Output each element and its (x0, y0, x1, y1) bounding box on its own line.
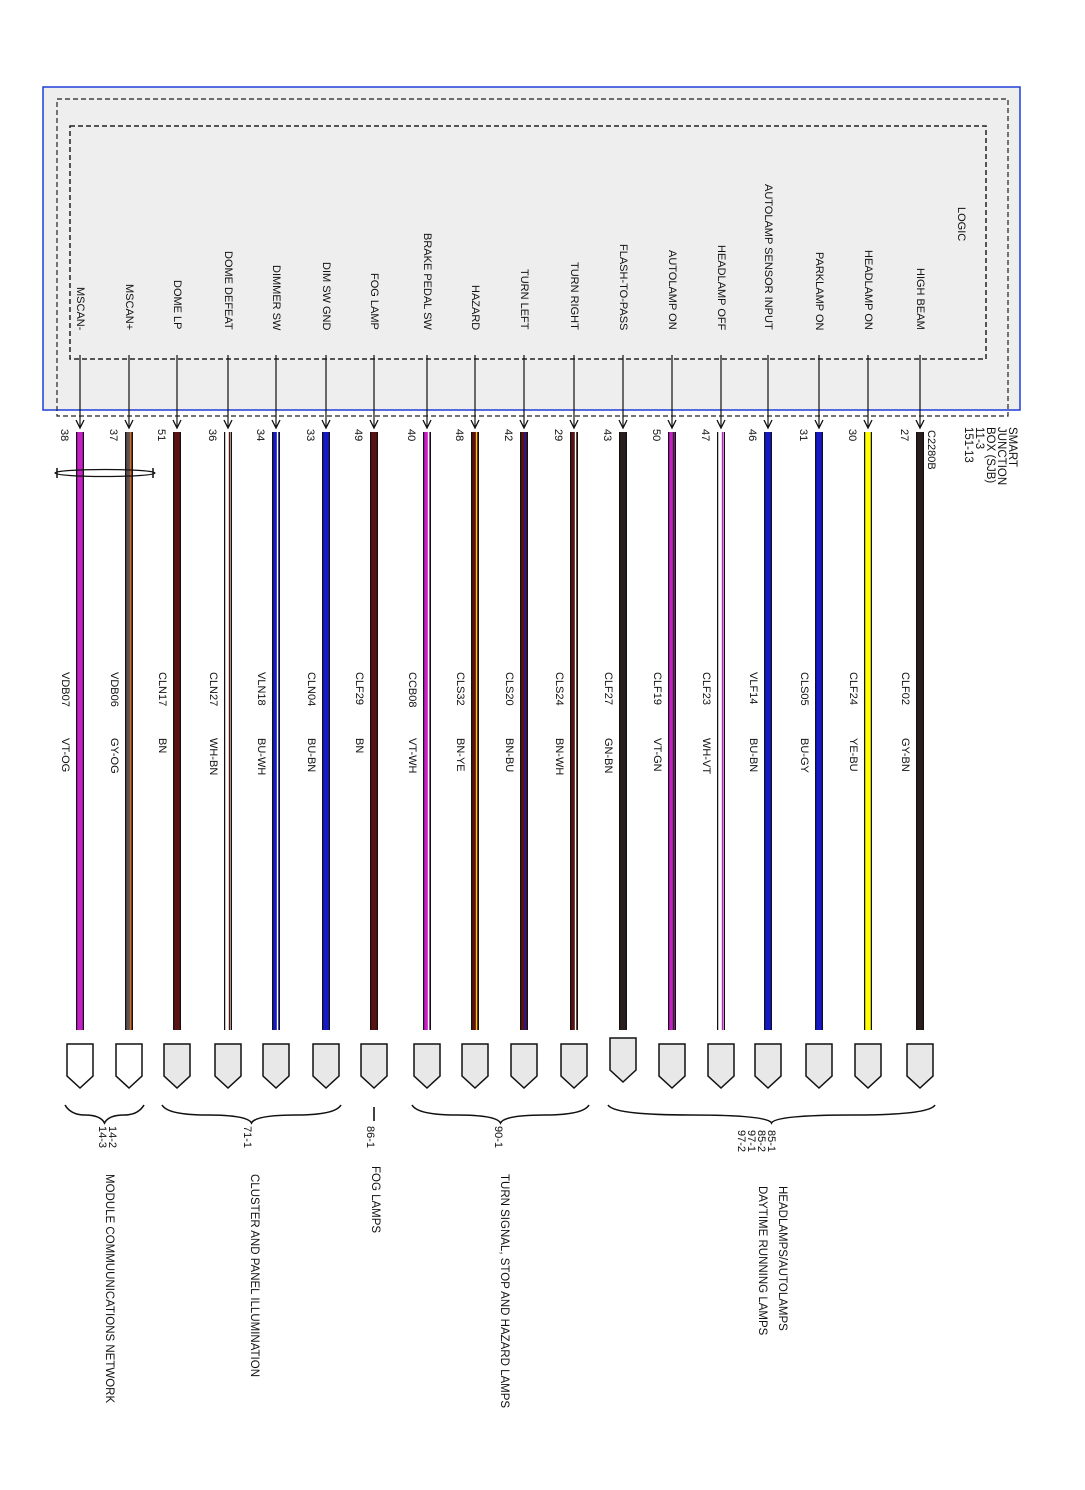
wire-color-code: GY-OG (108, 738, 120, 774)
function-label: HAZARD (469, 285, 481, 331)
circuit-id: CLS05 (798, 672, 810, 706)
group-title-line: TURN SIGNAL, STOP AND HAZARD LAMPS (498, 1174, 510, 1409)
wire-cls24 (570, 355, 578, 1030)
brace-curve (162, 1105, 341, 1123)
wire-vdb07 (76, 355, 84, 1030)
connector-terminal (708, 1044, 734, 1088)
group-title-line: HEADLAMPS/AUTOLAMPS (776, 1186, 788, 1331)
pin-number: 38 (58, 429, 70, 442)
pin-number: 34 (254, 429, 266, 442)
circuit-id: CLF27 (602, 672, 614, 706)
wire-color-code: BU-WH (255, 738, 267, 776)
logic-label: LOGIC (955, 207, 967, 242)
wire-clf19 (668, 355, 676, 1030)
circuit-id: CLF24 (847, 672, 859, 706)
wire-color-code: YE-BU (847, 738, 859, 772)
wire-color-code: WH-BN (207, 738, 219, 776)
function-label: MSCAN- (74, 287, 86, 331)
wire-cln17 (173, 355, 181, 1030)
circuit-id: CCB08 (406, 672, 418, 708)
connector-terminal (67, 1044, 93, 1088)
wire-clf24 (864, 355, 872, 1030)
pin-number: 36 (206, 429, 218, 442)
group-ref: 14-3 (96, 1126, 108, 1149)
circuit-id: CLF23 (700, 672, 712, 706)
pin-number: 43 (601, 429, 613, 442)
connector-layer (67, 1038, 933, 1088)
connector-terminal (414, 1044, 440, 1088)
wire-color-code: GY-BN (899, 738, 911, 772)
circuit-id: CLF29 (353, 672, 365, 706)
pin-number: 48 (453, 429, 465, 442)
group-brace (412, 1105, 589, 1123)
function-label: TURN RIGHT (568, 262, 580, 330)
connector-terminal (907, 1044, 933, 1088)
group-ref: 86-1 (364, 1126, 376, 1149)
function-label: DOME LP (171, 280, 183, 330)
circuit-id: CLS20 (503, 672, 515, 706)
group-ref: 97-1 (745, 1130, 757, 1153)
connector-terminal (263, 1044, 289, 1088)
circuit-id: VDB07 (59, 672, 71, 707)
connector-terminal (855, 1044, 881, 1088)
group-title (494, 1174, 514, 1408)
connector-terminal (313, 1044, 339, 1088)
function-label: MSCAN+ (123, 284, 135, 331)
module-name (962, 427, 1017, 485)
group-ref: 14-2 (106, 1126, 118, 1149)
function-label: FLASH-TO-PASS (617, 244, 629, 331)
circuit-id: VDB06 (108, 672, 120, 707)
wire-cls20 (520, 355, 528, 1030)
group-title-line: FOG LAMPS (369, 1166, 381, 1234)
connector-terminal (462, 1044, 488, 1088)
group-ref: 85-1 (765, 1130, 777, 1153)
function-label: HEADLAMP OFF (715, 245, 727, 331)
group-brace (608, 1105, 935, 1123)
wire-color-code: VT-OG (59, 738, 71, 773)
wire-color-code: BN-BU (503, 738, 515, 773)
function-label: PARKLAMP ON (813, 252, 825, 331)
pin-number: 50 (650, 429, 662, 442)
group-refs (242, 1126, 252, 1148)
connector-terminal (511, 1044, 537, 1088)
wire-color-code: BN-WH (553, 738, 565, 776)
connector-terminal (806, 1044, 832, 1088)
brace-layer (65, 1105, 935, 1123)
group-refs (365, 1126, 375, 1148)
circuit-id: CLN04 (305, 672, 317, 707)
group-title-line: DAYTIME RUNNING LAMPS (756, 1186, 768, 1336)
function-label: BRAKE PEDAL SW (421, 233, 433, 330)
brace-curve (65, 1105, 144, 1123)
group-brace (65, 1105, 144, 1123)
wire-color-code: BU-BN (305, 738, 317, 773)
function-label: FOG LAMP (368, 273, 380, 330)
wire-vdb06 (125, 355, 133, 1030)
circuit-id: CLN17 (156, 672, 168, 707)
group-refs (97, 1126, 117, 1148)
brace-curve (608, 1105, 935, 1123)
module-name-line: JUNCTION (995, 427, 1007, 486)
group-ref: 85-2 (755, 1130, 767, 1153)
wire-clf23 (717, 355, 725, 1030)
pin-number: 40 (405, 429, 417, 442)
pin-number: 30 (846, 429, 858, 442)
brace-curve (412, 1105, 589, 1123)
module-name-line: BOX (SJB) (984, 427, 996, 484)
connector-terminal (361, 1044, 387, 1088)
group-ref: 90-1 (492, 1126, 504, 1149)
wire-color-code: BU-GY (798, 738, 810, 773)
wire-clf29 (370, 355, 378, 1030)
circuit-id: VLN18 (255, 672, 267, 706)
pin-number: 47 (699, 429, 711, 442)
wire-ccb08 (423, 355, 431, 1030)
function-label: HIGH BEAM (914, 268, 926, 330)
wire-clf02 (916, 355, 924, 1030)
wire-color-code: VT-GN (651, 738, 663, 772)
circuit-id: CLS32 (454, 672, 466, 706)
pin-number: 49 (352, 429, 364, 442)
circuit-id: CLF19 (651, 672, 663, 706)
wire-color-code: BN (353, 738, 365, 754)
pin-number: 51 (155, 429, 167, 442)
function-label: DIMMER SW (270, 265, 282, 331)
group-refs (736, 1130, 776, 1152)
circuit-id: VLF14 (747, 672, 759, 705)
group-title (99, 1174, 119, 1403)
wire-color-code: BN-YE (454, 738, 466, 772)
connector-terminal (116, 1044, 142, 1088)
connector-terminal (659, 1044, 685, 1088)
pin-number: 29 (552, 429, 564, 442)
wire-color-code: BU-BN (747, 738, 759, 773)
group-title-line: MODULE COMMUUNICATIONS NETWORK (103, 1174, 115, 1404)
pin-number: 37 (107, 429, 119, 442)
module-name-line: SMART (1006, 427, 1018, 468)
function-label: AUTOLAMP SENSOR INPUT (762, 184, 774, 330)
wire-cln04 (322, 355, 330, 1030)
wire-vln18 (272, 355, 280, 1030)
function-label: TURN LEFT (518, 269, 530, 330)
group-ref: 71-1 (241, 1126, 253, 1149)
module-name-line: 11-3 (973, 427, 985, 450)
function-label: AUTOLAMP ON (666, 250, 678, 330)
function-label: DIM SW GND (320, 262, 332, 331)
wire-cls05 (815, 355, 823, 1030)
pin-number: 46 (746, 429, 758, 442)
group-refs (493, 1126, 503, 1148)
connector-id: C2280B (925, 430, 937, 470)
wire-color-code: VT-WH (406, 738, 418, 774)
wire-clf27 (619, 355, 627, 1030)
pin-number: 27 (898, 429, 910, 442)
group-title (244, 1174, 264, 1377)
connector-terminal (215, 1044, 241, 1088)
module-name-line: 151-13 (962, 427, 974, 463)
twisted-pair-marker (55, 468, 155, 478)
connector-terminal (164, 1044, 190, 1088)
pin-number: 42 (502, 429, 514, 442)
wire-vlf14 (764, 355, 772, 1030)
connector-terminal (610, 1038, 636, 1082)
circuit-id: CLS24 (553, 672, 565, 706)
pin-number: 33 (304, 429, 316, 442)
connector-terminal (755, 1044, 781, 1088)
function-label: DOME DEFEAT (222, 251, 234, 330)
wire-cln27 (224, 355, 232, 1030)
module-outer-frame (43, 87, 1020, 410)
circuit-id: CLN27 (207, 672, 219, 707)
group-title-line: CLUSTER AND PANEL ILLUMINATION (248, 1174, 260, 1377)
wire-cls32 (471, 355, 479, 1030)
function-label: HEADLAMP ON (862, 250, 874, 330)
pin-number: 31 (797, 429, 809, 442)
group-ref: 97-2 (735, 1130, 747, 1153)
group-brace (162, 1105, 341, 1123)
connector-terminal (561, 1044, 587, 1088)
group-title (365, 1166, 385, 1233)
group-title (752, 1186, 792, 1335)
wire-color-code: GN-BN (602, 738, 614, 774)
circuit-id: CLF02 (899, 672, 911, 706)
wire-color-code: BN (156, 738, 168, 754)
wire-color-code: WH-VT (700, 738, 712, 775)
